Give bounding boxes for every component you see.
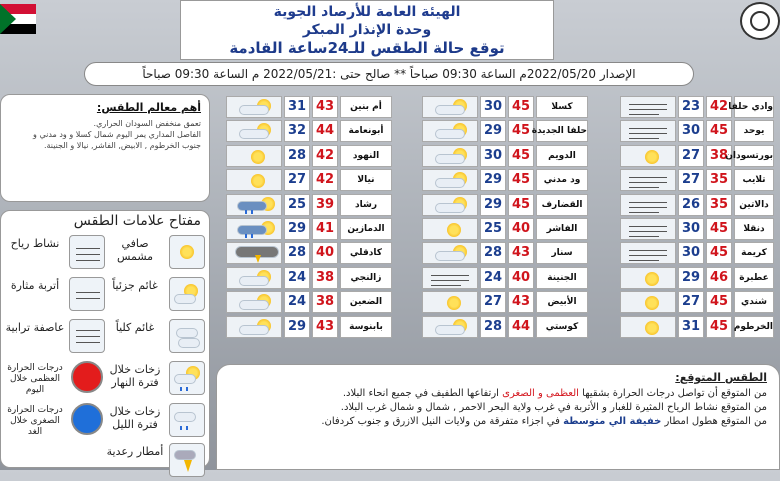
min-temp: 25	[480, 218, 506, 240]
max-temp: 39	[312, 194, 338, 216]
city-name: دالاتين	[734, 194, 774, 216]
partly-cloudy-icon	[226, 96, 282, 118]
city-row	[620, 169, 774, 191]
max-temp: 43	[312, 316, 338, 338]
city-row	[422, 218, 576, 240]
city-row	[620, 242, 774, 264]
thunderstorm-icon	[226, 242, 282, 264]
max-temp: 45	[508, 169, 534, 191]
city-name: كوستي	[536, 316, 588, 338]
city-name: كريمة	[734, 242, 774, 264]
issue-validity-line: الإصدار 2022/05/20م الساعة 09:30 صباحاً ** صالح حتى :2022/05/21 م الساعة 09:30 صباحاً	[84, 62, 694, 86]
partly-cloudy-icon	[422, 96, 478, 118]
header-line-2: وحدة الإنذار المبكر	[302, 22, 432, 38]
legend-label: غائم كلياً	[115, 321, 155, 334]
city-name: زالنجي	[340, 267, 392, 289]
partly-cloudy-icon	[226, 120, 282, 142]
city-row	[422, 96, 576, 118]
partly-cloudy-icon	[422, 316, 478, 338]
min-temp: 27	[678, 169, 704, 191]
min-temp: 27	[678, 145, 704, 167]
weather-legend	[0, 210, 210, 468]
forecast-text: ارتفاعها الطفيف في جميع انحاء البلاد.	[342, 388, 499, 399]
max-temp: 42	[312, 169, 338, 191]
legend-item-duststorm	[5, 317, 105, 357]
wind-icon	[620, 218, 676, 240]
weather-features-box	[0, 94, 210, 202]
sun-icon	[620, 267, 676, 289]
city-name: تلايب	[734, 169, 774, 191]
city-row	[422, 316, 579, 338]
legend-title: مفتاح علامات الطقس	[73, 213, 201, 229]
city-row	[620, 96, 774, 118]
expected-weather-box	[216, 364, 780, 470]
partly-cloudy-icon	[422, 194, 478, 216]
city-name: القضارف	[536, 194, 588, 216]
city-name: الضعين	[340, 291, 392, 313]
city-name: أبونعامة	[340, 120, 392, 142]
wind-icon	[620, 242, 676, 264]
city-name: نيالا	[340, 169, 392, 191]
forecast-line-2: من المتوقع نشاط الرياح المثيرة للغبار و الأتربة في غرب ولاية البحر الاحمر , شمال و شمال غرب البلاد.	[340, 402, 767, 413]
min-temp: 29	[480, 169, 506, 191]
city-row	[226, 96, 380, 118]
city-name: كادقلي	[340, 242, 392, 264]
min-temp: 24	[284, 291, 310, 313]
day-showers-icon	[226, 218, 282, 240]
forecast-title: الطقس المتوقع:	[675, 371, 767, 384]
forecast-text: في اجزاء متفرقة من ولايات النيل الازرق و جنوب كردفان.	[321, 416, 560, 427]
min-temp: 23	[678, 96, 704, 118]
legend-label: غائم جزئياً	[112, 279, 158, 292]
city-row	[226, 267, 380, 289]
max-temp: 40	[508, 267, 534, 289]
max-temp: 45	[508, 120, 534, 142]
min-temp: 29	[480, 194, 506, 216]
legend-label: نشاط رياح	[10, 237, 60, 250]
min-temp: 24	[480, 267, 506, 289]
features-line: تعمق منخفض السودان الحراري.	[93, 119, 201, 128]
legend-item-night-showers	[105, 401, 205, 441]
wind-icon	[620, 194, 676, 216]
min-temp: 26	[678, 194, 704, 216]
max-temp: 45	[508, 145, 534, 167]
max-temp: 43	[508, 242, 534, 264]
city-row	[226, 218, 385, 240]
city-row	[422, 145, 576, 167]
min-temp: 29	[480, 120, 506, 142]
city-row	[620, 120, 774, 142]
max-temp: 40	[508, 218, 534, 240]
city-name: حلفا الجديدة	[536, 120, 588, 142]
min-temp: 28	[480, 242, 506, 264]
legend-label: عاصفة ترابية	[5, 321, 65, 334]
max-temp-red-circle	[69, 361, 105, 395]
city-name: ود مدني	[536, 169, 588, 191]
city-row	[422, 120, 587, 142]
min-temp: 30	[678, 120, 704, 142]
partly-cloudy-icon	[226, 316, 282, 338]
min-temp: 27	[678, 291, 704, 313]
city-row	[620, 291, 774, 313]
city-row	[226, 169, 380, 191]
legend-label: صافي مشمس	[116, 237, 154, 263]
min-temp: 28	[284, 145, 310, 167]
max-temp: 44	[508, 316, 534, 338]
city-row	[226, 120, 384, 142]
partly-cloudy-icon	[422, 145, 478, 167]
legend-label: أمطار رعدية	[106, 445, 164, 458]
meteorological-logo-icon	[740, 2, 780, 40]
max-temp: 45	[706, 316, 732, 338]
min-temp: 30	[480, 96, 506, 118]
max-temp: 45	[706, 242, 732, 264]
city-name: دنقلا	[734, 218, 774, 240]
forecast-line-3	[229, 415, 767, 429]
max-temp: 38	[312, 267, 338, 289]
city-row	[620, 218, 774, 240]
legend-item-min-temp	[5, 401, 105, 441]
min-temp: 24	[284, 267, 310, 289]
max-temp: 38	[312, 291, 338, 313]
city-name: بورتسودان	[734, 145, 774, 167]
partly-cloudy-icon	[226, 291, 282, 313]
max-temp: 43	[312, 96, 338, 118]
forecast-highlight: العظمى و الصغرى	[502, 388, 579, 399]
legend-label: درجات الحرارة الصغرى خلال الغد	[7, 405, 63, 437]
city-name: يوحد	[734, 120, 774, 142]
dust-icon	[69, 277, 105, 311]
legend-item-dust	[5, 275, 105, 315]
min-temp: 30	[678, 242, 704, 264]
legend-item-day-showers	[105, 359, 205, 399]
city-name: رشاد	[340, 194, 392, 216]
max-temp: 41	[312, 218, 338, 240]
min-temp: 32	[284, 120, 310, 142]
city-name: سنار	[536, 242, 588, 264]
max-temp: 38	[706, 145, 732, 167]
min-temp: 30	[480, 145, 506, 167]
legend-label: درجات الحرارة العظمى خلال اليوم	[7, 363, 63, 395]
sun-icon	[169, 235, 205, 269]
min-temp: 29	[284, 218, 310, 240]
partly-cloudy-icon	[422, 120, 478, 142]
legend-item-cloudy	[105, 317, 205, 357]
header-line-3: توقع حالة الطقس للـ24ساعة القادمة	[229, 39, 505, 57]
max-temp: 45	[706, 120, 732, 142]
max-temp: 44	[312, 120, 338, 142]
min-temp: 27	[284, 169, 310, 191]
city-name: الدمازين	[340, 218, 392, 240]
max-temp: 45	[706, 218, 732, 240]
city-row	[422, 291, 576, 313]
sun-icon	[620, 316, 676, 338]
min-temp: 28	[480, 316, 506, 338]
city-row	[422, 242, 576, 264]
min-temp: 30	[678, 218, 704, 240]
max-temp: 43	[508, 291, 534, 313]
sun-icon	[226, 145, 282, 167]
features-line: الفاصل المداري يمر اليوم شمال كسلا و ود مدني و	[33, 130, 201, 139]
city-name: الجنينة	[536, 267, 588, 289]
header-line-1: الهيئة العامة للأرصاد الجوية	[273, 4, 461, 20]
wind-icon	[620, 120, 676, 142]
thunderstorm-icon	[169, 443, 205, 477]
city-name: الفاشر	[536, 218, 588, 240]
city-name: الخرطوم	[734, 316, 774, 338]
max-temp: 46	[706, 267, 732, 289]
max-temp: 45	[508, 194, 534, 216]
page-header	[180, 0, 554, 60]
partly-cloudy-icon	[422, 169, 478, 191]
min-temp: 29	[284, 316, 310, 338]
city-name: أم بنين	[340, 96, 392, 118]
min-temp: 31	[678, 316, 704, 338]
city-row	[422, 194, 583, 216]
wind-icon	[620, 169, 676, 191]
min-temp: 31	[284, 96, 310, 118]
max-temp: 40	[312, 242, 338, 264]
sun-icon	[422, 291, 478, 313]
min-temp: 27	[480, 291, 506, 313]
min-temp: 29	[678, 267, 704, 289]
sun-icon	[620, 291, 676, 313]
city-name: كسلا	[536, 96, 588, 118]
city-row	[422, 169, 581, 191]
forecast-text: من المتوقع أن تواصل درجات الحرارة بشقيها	[582, 388, 767, 399]
legend-label: زخات خلال فترة الليل	[109, 405, 161, 431]
city-name: النهود	[340, 145, 392, 167]
min-temp: 28	[284, 242, 310, 264]
forecast-text: من المتوقع هطول امطار	[664, 416, 767, 427]
night-showers-icon	[169, 403, 205, 437]
city-row	[620, 194, 774, 216]
city-row	[226, 194, 380, 216]
legend-label: أتربة مثارة	[10, 279, 60, 292]
partly-cloudy-icon	[422, 242, 478, 264]
legend-item-partly-cloudy	[105, 275, 205, 315]
city-row	[226, 316, 383, 338]
max-temp: 35	[706, 194, 732, 216]
city-name: عطبرة	[734, 267, 774, 289]
max-temp: 42	[706, 96, 732, 118]
forecast-line-1	[229, 387, 767, 401]
min-temp: 25	[284, 194, 310, 216]
city-row	[620, 145, 774, 167]
legend-item-max-temp	[5, 359, 105, 399]
sudan-flag-icon	[0, 4, 36, 34]
max-temp: 42	[312, 145, 338, 167]
legend-item-wind	[5, 233, 105, 273]
max-temp: 45	[508, 96, 534, 118]
partly-cloudy-icon	[226, 267, 282, 289]
city-row	[620, 316, 774, 338]
city-name: الدويم	[536, 145, 588, 167]
city-row	[422, 267, 576, 289]
sun-icon	[226, 169, 282, 191]
city-row	[226, 291, 383, 313]
partly-cloudy-icon	[169, 277, 205, 311]
legend-item-sunny	[105, 233, 205, 273]
legend-item-thunderstorm	[105, 441, 205, 481]
wind-icon	[69, 235, 105, 269]
wind-icon	[620, 96, 676, 118]
city-name: الأبيض	[536, 291, 588, 313]
max-temp: 45	[706, 291, 732, 313]
city-row	[226, 145, 380, 167]
day-showers-icon	[169, 361, 205, 395]
city-row	[226, 242, 380, 264]
sun-icon	[620, 145, 676, 167]
forecast-highlight: خفيفة الي متوسطة	[563, 416, 662, 427]
day-showers-icon	[226, 194, 282, 216]
city-row	[620, 267, 774, 289]
sun-icon	[422, 218, 478, 240]
city-name: شندي	[734, 291, 774, 313]
max-temp: 35	[706, 169, 732, 191]
wind-icon	[422, 267, 478, 289]
legend-label: زخات خلال فترة النهار	[109, 363, 161, 389]
city-name: وادي حلفا	[734, 96, 774, 118]
city-name: بابنوسة	[340, 316, 392, 338]
duststorm-icon	[69, 319, 105, 353]
features-line: جنوب الخرطوم , الابيض, الفاشر, نيالا و الجنينة.	[43, 141, 201, 150]
features-title: أهم معالم الطقس:	[96, 101, 201, 114]
cloudy-icon	[169, 319, 205, 353]
min-temp-blue-circle	[69, 403, 105, 437]
